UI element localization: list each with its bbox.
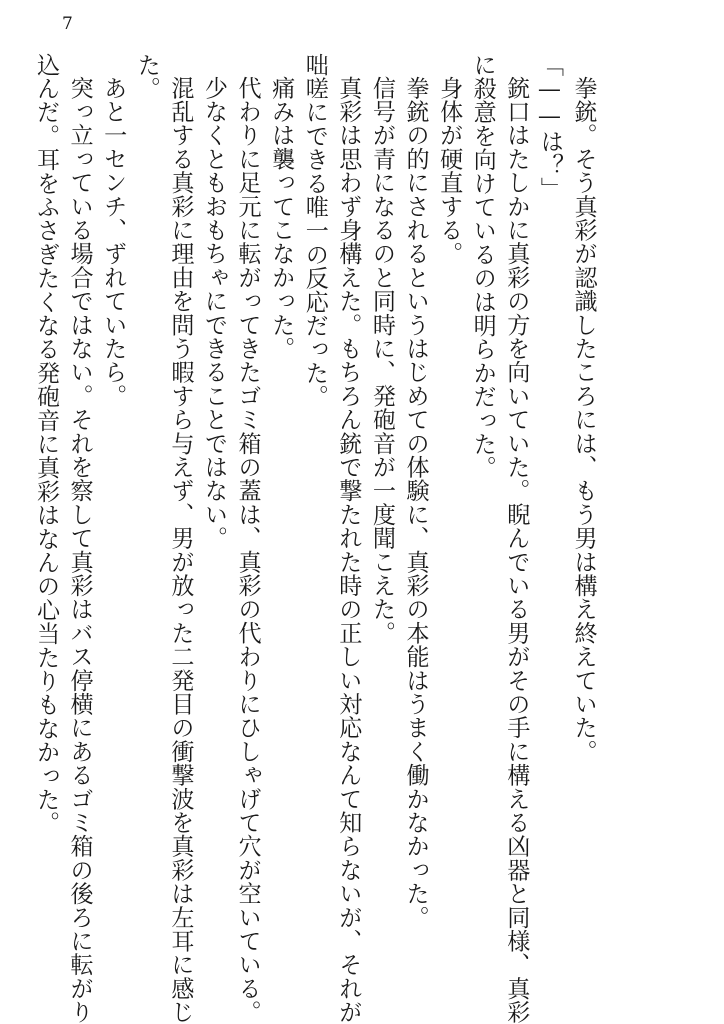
page-number: 7 [62,14,73,34]
text-column: 身体が硬直する。 [435,76,462,266]
text-column: 信号が青になるのと同時に、発砲音が一度聞こえた。 [368,76,395,645]
text-column: に殺意を向けているのは明らかだった。 [469,53,496,480]
text-column: 少なくともおもちゃにできることではない。 [200,76,227,551]
text-column: あと一センチ、ずれていたら。 [99,76,126,408]
text-column: 代わりに足元に転がってきたゴミ箱の蓋は、真彩の代わりにひしゃげて穴が空いている。 [234,76,261,1024]
text-column: 込んだ。耳をふさぎたくなる発砲音に真彩はなんの心当たりもなかった。 [32,53,59,836]
text-column: 拳銃。そう真彩が認識したころには、もう男は構え終えていた。 [570,76,596,764]
text-column: 銃口はたしかに真彩の方を向いていた。睨んでいる男がその手に構える凶器と同様、真彩 [502,76,529,1024]
text-column: 「——は？」 [536,53,563,201]
body-text [23,53,596,1024]
text-column: た。 [133,53,160,101]
text-column: 痛みは襲ってこなかった。 [267,76,294,361]
text-column: 拳銃の的にされるというはじめての体験に、真彩の本能はうまく働かなかった。 [402,76,429,930]
text-column: 混乱する真彩に理由を問う暇すら与えず、男が放った二発目の衝撃波を真彩は左耳に感じ [166,76,193,1024]
text-column: 真彩は思わず身構えた。もちろん銃で撃たれた時の正しい対応なんて知らないが、それが [334,76,361,1024]
text-column: 咄嗟にできる唯一の反応だった。 [301,53,328,409]
text-column: 突っ立っている場合ではない。それを察して真彩はバス停横にあるゴミ箱の後ろに転がり [66,76,93,1024]
